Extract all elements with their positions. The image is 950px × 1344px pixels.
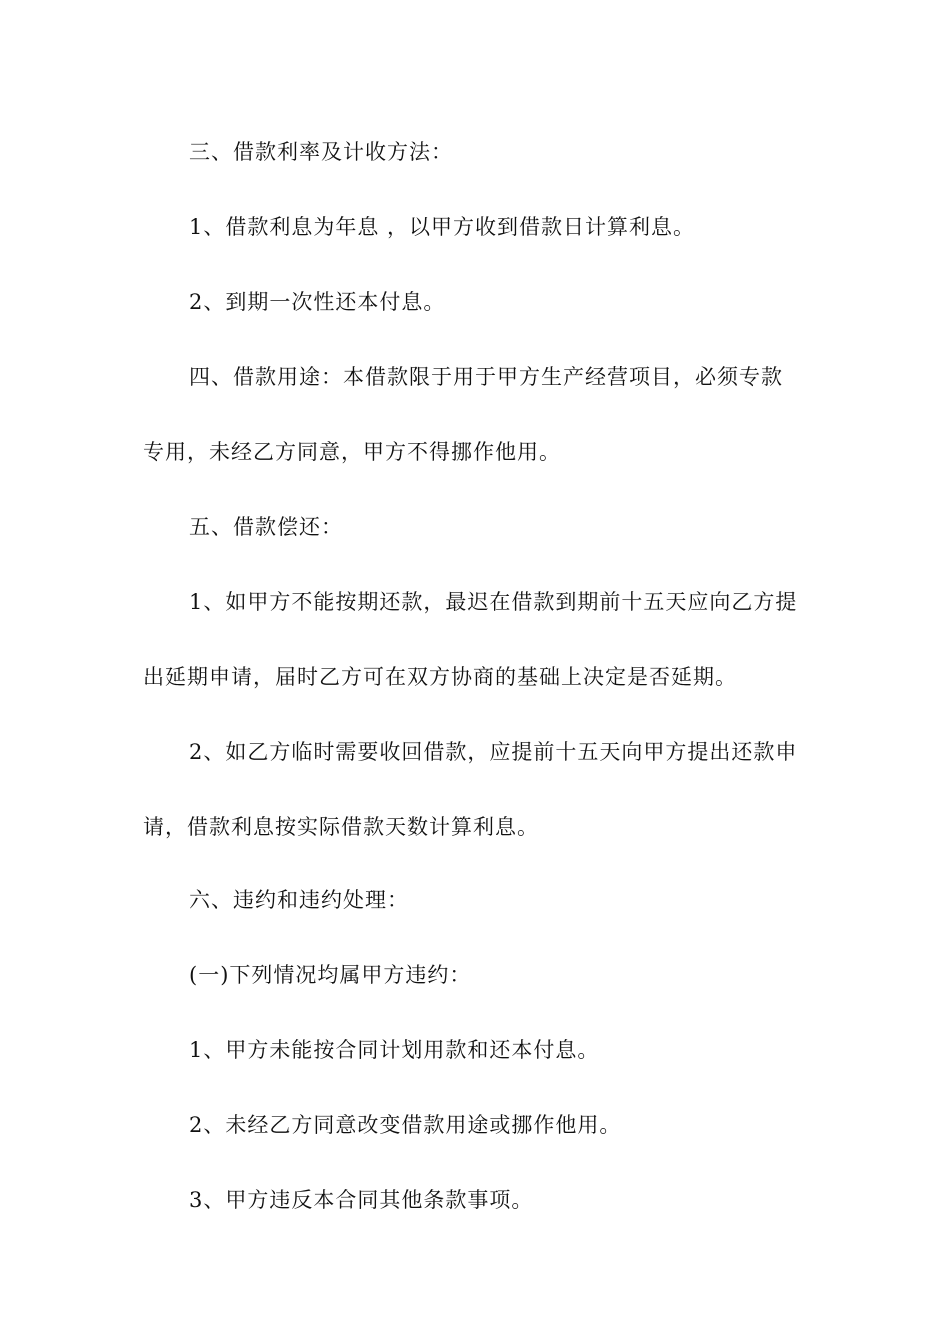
subsection-heading: (一)下列情况均属甲方违约： bbox=[189, 963, 472, 987]
paragraph-line: 1、甲方未能按合同计划用款和还本付息。 bbox=[189, 1038, 600, 1062]
paragraph-line: 1、如甲方不能按期还款，最迟在借款到期前十五天应向乙方提 bbox=[189, 590, 798, 614]
section-heading-breach: 六、违约和违约处理： bbox=[189, 888, 409, 912]
section-heading-interest-rate: 三、借款利率及计收方法： bbox=[189, 140, 453, 164]
paragraph-line: 1、借款利息为年息 ，以甲方收到借款日计算利息。 bbox=[189, 215, 696, 239]
paragraph-line: 专用，未经乙方同意，甲方不得挪作他用。 bbox=[143, 440, 561, 464]
section-heading-loan-purpose: 四、借款用途：本借款限于用于甲方生产经营项目，必须专款 bbox=[189, 365, 783, 389]
paragraph-line: 2、未经乙方同意改变借款用途或挪作他用。 bbox=[189, 1113, 622, 1137]
paragraph-line: 2、如乙方临时需要收回借款，应提前十五天向甲方提出还款申 bbox=[189, 740, 798, 764]
paragraph-line: 请，借款利息按实际借款天数计算利息。 bbox=[143, 815, 539, 839]
section-heading-repayment: 五、借款偿还： bbox=[189, 515, 343, 539]
paragraph-line: 出延期申请，届时乙方可在双方协商的基础上决定是否延期。 bbox=[143, 665, 737, 689]
paragraph-line: 3、甲方违反本合同其他条款事项。 bbox=[189, 1188, 534, 1212]
paragraph-line: 2、到期一次性还本付息。 bbox=[189, 290, 446, 314]
